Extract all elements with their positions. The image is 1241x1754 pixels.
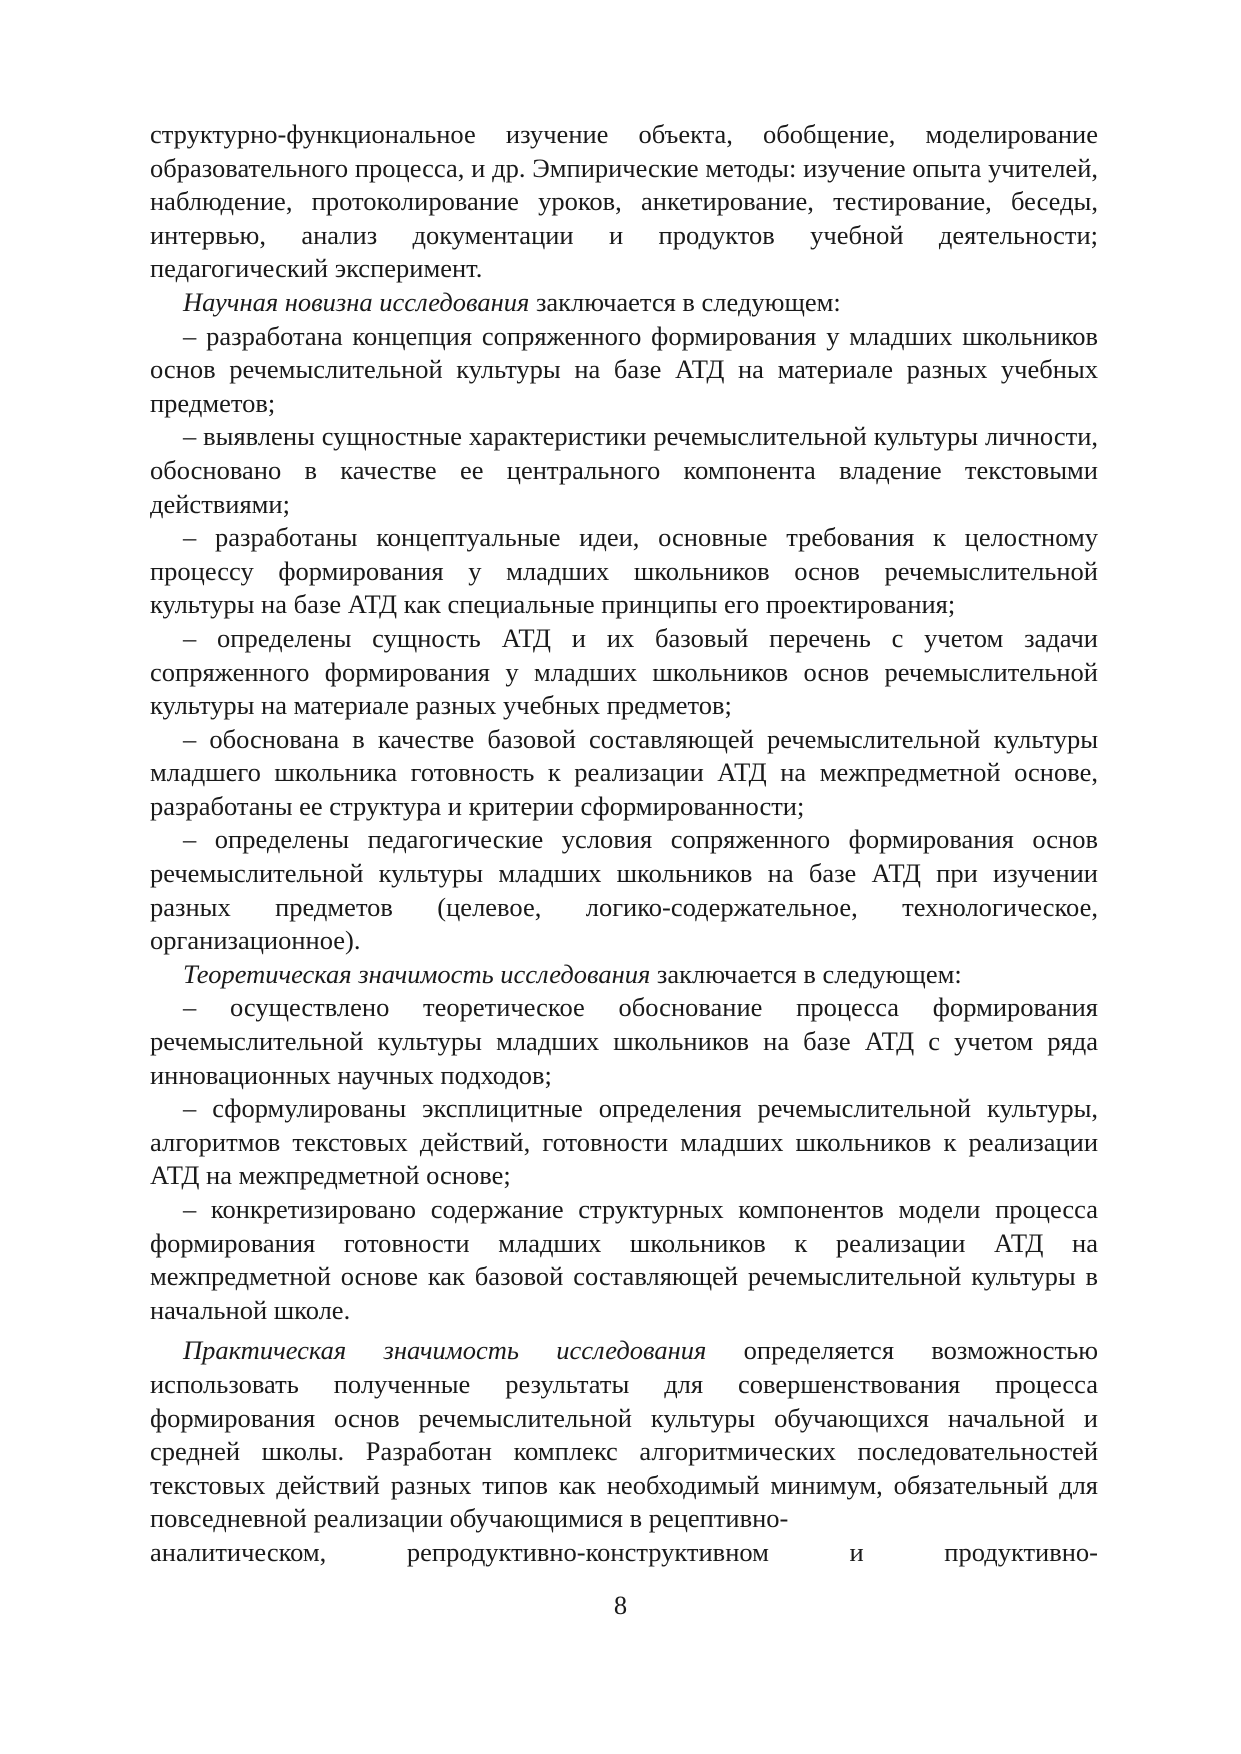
novelty-item-5: – обоснована в качестве базовой составляющей речемыслительной культуры младшего школьника готовность к реализации АТД на межпредметной основе, разработаны ее структура и критерии сформированности; — [150, 723, 1098, 821]
novelty-heading-paragraph — [150, 286, 1098, 320]
theoretical-heading: Теоретическая значимость исследования — [183, 958, 651, 989]
practical-paragraph — [150, 1334, 1098, 1536]
novelty-heading: Научная новизна исследования — [183, 286, 530, 317]
novelty-item-6: – определены педагогические условия сопряженного формирования основ речемыслительной культуры младших школьников на базе АТД при изучении разных предметов (целевое, логико-содержательное, технологическое, организационное). — [150, 824, 1098, 956]
practical-text: определяется возможностью использовать полученные результаты для совершенствования процесса формирования основ речемыслительной культуры обучающихся начальной и средней школы. Разработан комплекс алгоритмических последовательностей текстовых действий разных типов как необходимый минимум, обязательный для повседневной реализации обучающимися в рецептивно- — [150, 1335, 1098, 1534]
novelty-item-1: – разработана концепция сопряженного формирования у младших школьников основ речемыслительной культуры на базе АТД на материале разных учебных предметов; — [150, 320, 1098, 418]
intro-paragraph: структурно-функциональное изучение объекта, обобщение, моделирование образовательного процесса, и др. Эмпирические методы: изучение опыта учителей, наблюдение, протоколирование уроков, анкетирование, тестирование, беседы, интервью, анализ документации и продуктов учебной деятельности; педагогический эксперимент. — [150, 119, 1098, 284]
theoretical-item-3: – конкретизировано содержание структурных компонентов модели процесса формирования готовности младших школьников к реализации АТД на межпредметной основе как базовой составляющей речемыслительной культуры в начальной школе. — [150, 1194, 1098, 1325]
page-number: 8 — [613, 1590, 628, 1620]
practical-heading: Практическая значимость исследования — [183, 1335, 707, 1366]
theoretical-item-2: – сформулированы эксплицитные определения речемыслительной культуры, алгоритмов текстовых действий, готовности младших школьников к реализации АТД на межпредметной основе; — [150, 1093, 1098, 1191]
theoretical-heading-paragraph — [150, 958, 1098, 992]
novelty-heading-rest: заключается в следующем: — [529, 286, 841, 317]
novelty-item-3: – разработаны концептуальные идеи, основные требования к целостному процессу формирования у младших школьников основ речемыслительной культуры на базе АТД как специальные принципы его проектирования; — [150, 522, 1098, 620]
theoretical-heading-rest: заключается в следующем: — [650, 958, 962, 989]
theoretical-item-1: – осуществлено теоретическое обоснование процесса формирования речемыслительной культуры младших школьников на базе АТД с учетом ряда инновационных научных подходов; — [150, 992, 1098, 1090]
novelty-item-4: – определены сущность АТД и их базовый перечень с учетом задачи сопряженного формирования у младших школьников основ речемыслительной культуры на материале разных учебных предметов; — [150, 622, 1098, 721]
practical-last-line: аналитическом, репродуктивно-конструктивном и продуктивно- — [150, 1536, 1098, 1567]
novelty-item-2: – выявлены сущностные характеристики речемыслительной культуры личности, обосновано в качестве ее центрального компонента владение текстовыми действиями; — [150, 421, 1098, 519]
document-page — [150, 118, 1098, 1570]
